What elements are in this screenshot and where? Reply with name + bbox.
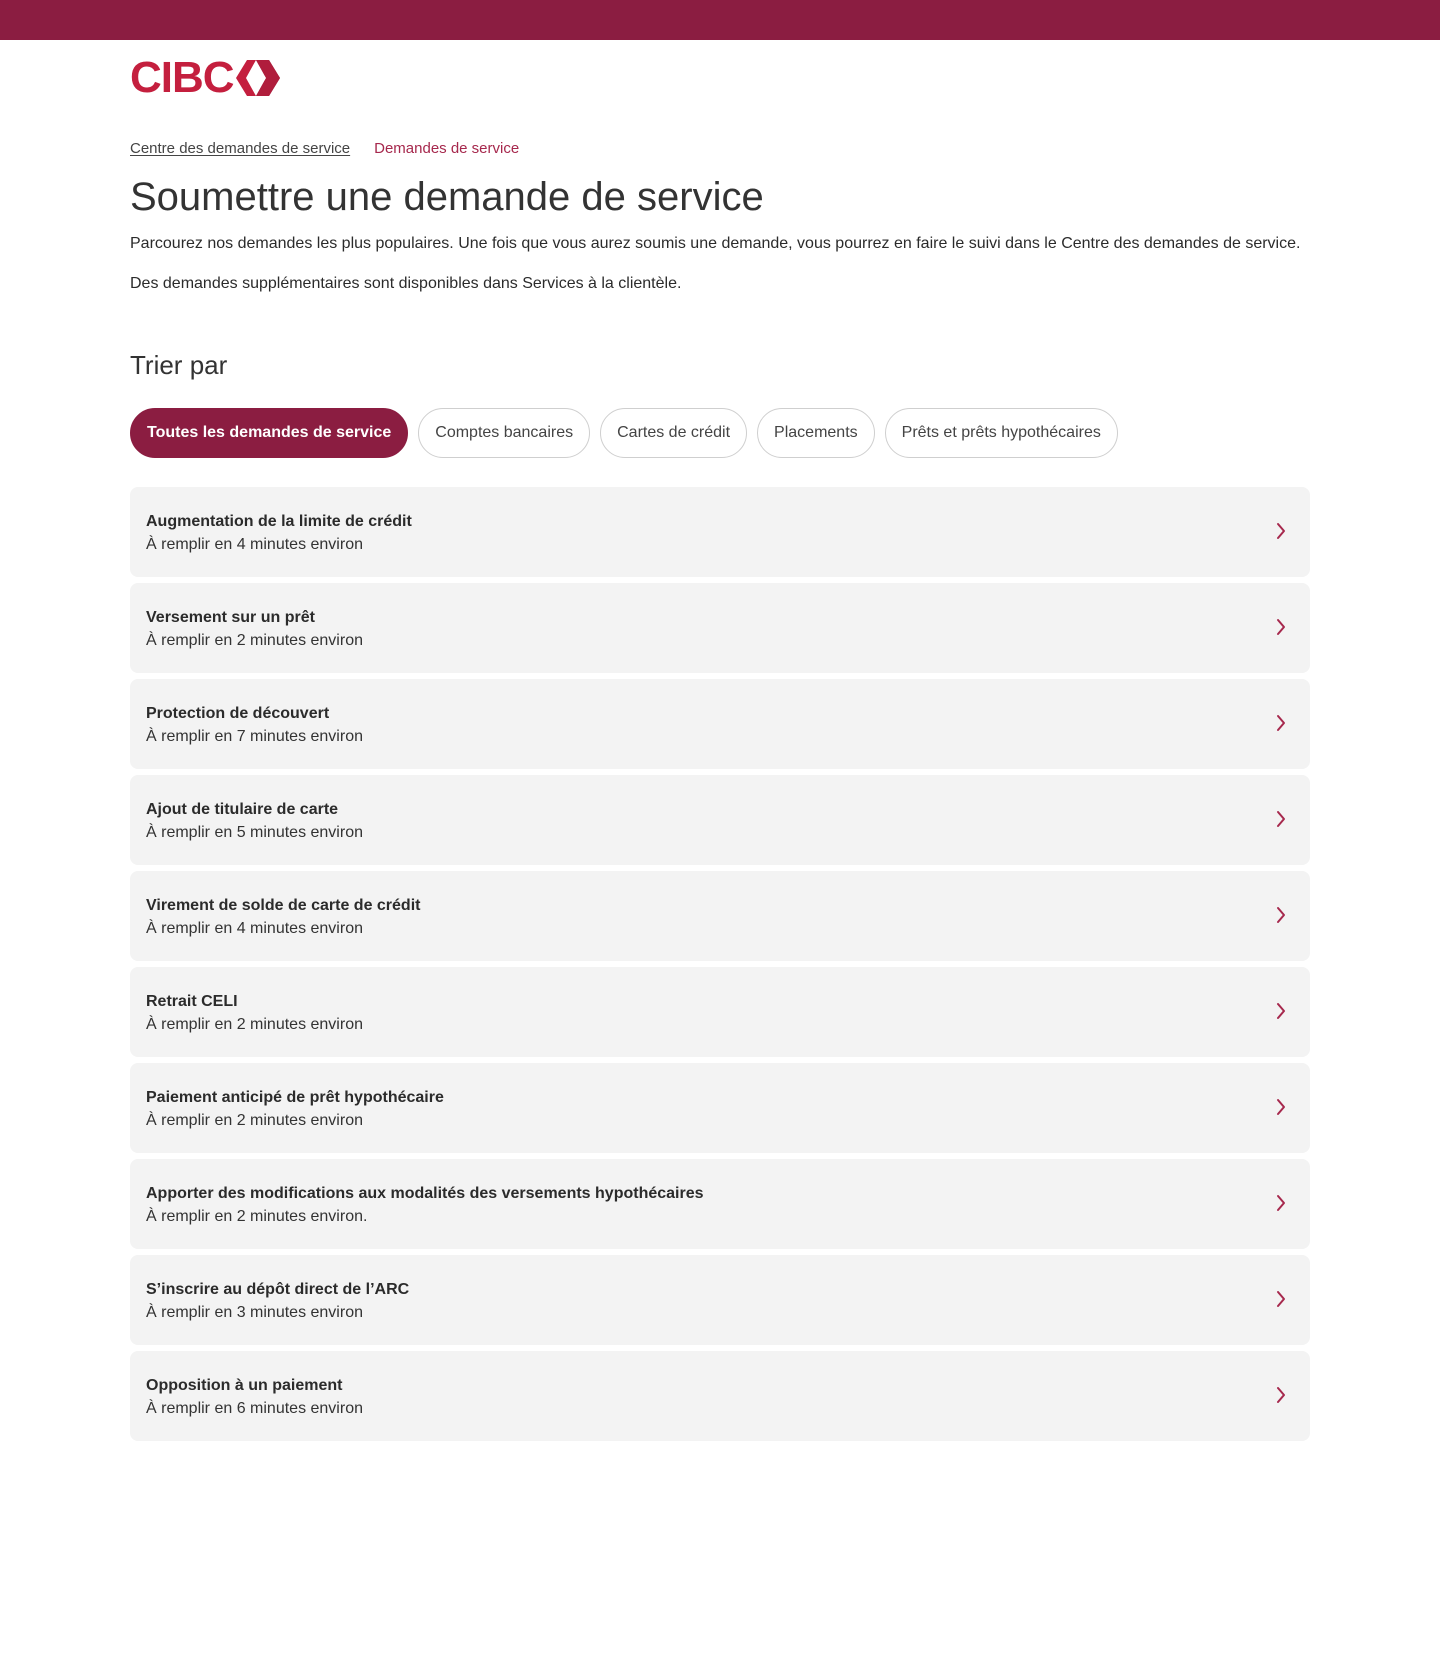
request-mortgage-prepayment[interactable] (130, 1063, 1310, 1153)
request-title: Apporter des modifications aux modalités des versements hypothécaires (146, 1185, 704, 1202)
filter-loans-mortgages[interactable]: Prêts et prêts hypothécaires (885, 408, 1118, 458)
request-title: Protection de découvert (146, 705, 330, 722)
breadcrumb-current: Demandes de service (374, 140, 520, 157)
intro-text: Parcourez nos demandes les plus populaires. Une fois que vous aurez soumis une demande, vous pourrez en faire le suivi dans le Centre des demandes de service. (130, 235, 1301, 252)
request-overdraft-protection[interactable] (130, 679, 1310, 769)
top-brand-bar (0, 0, 1440, 40)
page-title: Soumettre une demande de service (130, 175, 764, 219)
request-title: Versement sur un prêt (146, 609, 315, 626)
request-title: Augmentation de la limite de crédit (146, 513, 412, 530)
request-title: Retrait CELI (146, 993, 238, 1010)
request-title: Opposition à un paiement (146, 1377, 343, 1394)
filter-all-requests[interactable]: Toutes les demandes de service (130, 408, 408, 458)
request-title: Paiement anticipé de prêt hypothécaire (146, 1089, 444, 1106)
request-balance-transfer[interactable] (130, 871, 1310, 961)
filter-credit-cards[interactable]: Cartes de crédit (600, 408, 747, 458)
request-duration: À remplir en 4 minutes environ (146, 920, 363, 937)
request-title: Virement de solde de carte de crédit (146, 897, 421, 914)
sort-heading: Trier par (130, 350, 228, 380)
chevron-right-icon (1276, 1098, 1286, 1116)
chevron-right-icon (1276, 810, 1286, 828)
additional-requests-text: Des demandes supplémentaires sont disponibles dans Services à la clientèle. (130, 275, 682, 292)
request-title: S’inscrire au dépôt direct de l’ARC (146, 1281, 410, 1298)
filter-bank-accounts[interactable]: Comptes bancaires (418, 408, 590, 458)
request-duration: À remplir en 3 minutes environ (146, 1304, 363, 1321)
cibc-logo[interactable] (130, 53, 280, 102)
request-duration: À remplir en 2 minutes environ. (146, 1208, 368, 1225)
request-mortgage-payment-changes[interactable] (130, 1159, 1310, 1249)
request-tfsa-withdrawal[interactable] (130, 967, 1310, 1057)
request-title: Ajout de titulaire de carte (146, 801, 339, 818)
breadcrumb (130, 139, 519, 159)
chevron-right-icon (1276, 1386, 1286, 1404)
chevron-right-icon (1276, 522, 1286, 540)
chevron-right-icon (1276, 714, 1286, 732)
request-add-cardholder[interactable] (130, 775, 1310, 865)
filter-investments[interactable]: Placements (757, 408, 875, 458)
filter-chips (130, 408, 1118, 458)
request-cra-direct-deposit[interactable] (130, 1255, 1310, 1345)
request-duration: À remplir en 5 minutes environ (146, 824, 363, 841)
chevron-right-icon (1276, 1194, 1286, 1212)
chevron-right-icon (1276, 906, 1286, 924)
breadcrumb-link-service-centre[interactable]: Centre des demandes de service (130, 140, 351, 157)
chevron-right-icon (1276, 1290, 1286, 1308)
request-duration: À remplir en 2 minutes environ (146, 1112, 363, 1129)
request-duration: À remplir en 6 minutes environ (146, 1400, 363, 1417)
request-list (130, 487, 1310, 1447)
request-duration: À remplir en 4 minutes environ (146, 536, 363, 553)
request-stop-payment[interactable] (130, 1351, 1310, 1441)
request-duration: À remplir en 7 minutes environ (146, 728, 363, 745)
logo-wordmark: CIBC (130, 53, 234, 102)
cibc-diamond-logo-icon (236, 58, 280, 98)
request-credit-limit-increase[interactable] (130, 487, 1310, 577)
request-duration: À remplir en 2 minutes environ (146, 632, 363, 649)
request-loan-payment[interactable] (130, 583, 1310, 673)
request-duration: À remplir en 2 minutes environ (146, 1016, 363, 1033)
chevron-right-icon (1276, 618, 1286, 636)
chevron-right-icon (1276, 1002, 1286, 1020)
